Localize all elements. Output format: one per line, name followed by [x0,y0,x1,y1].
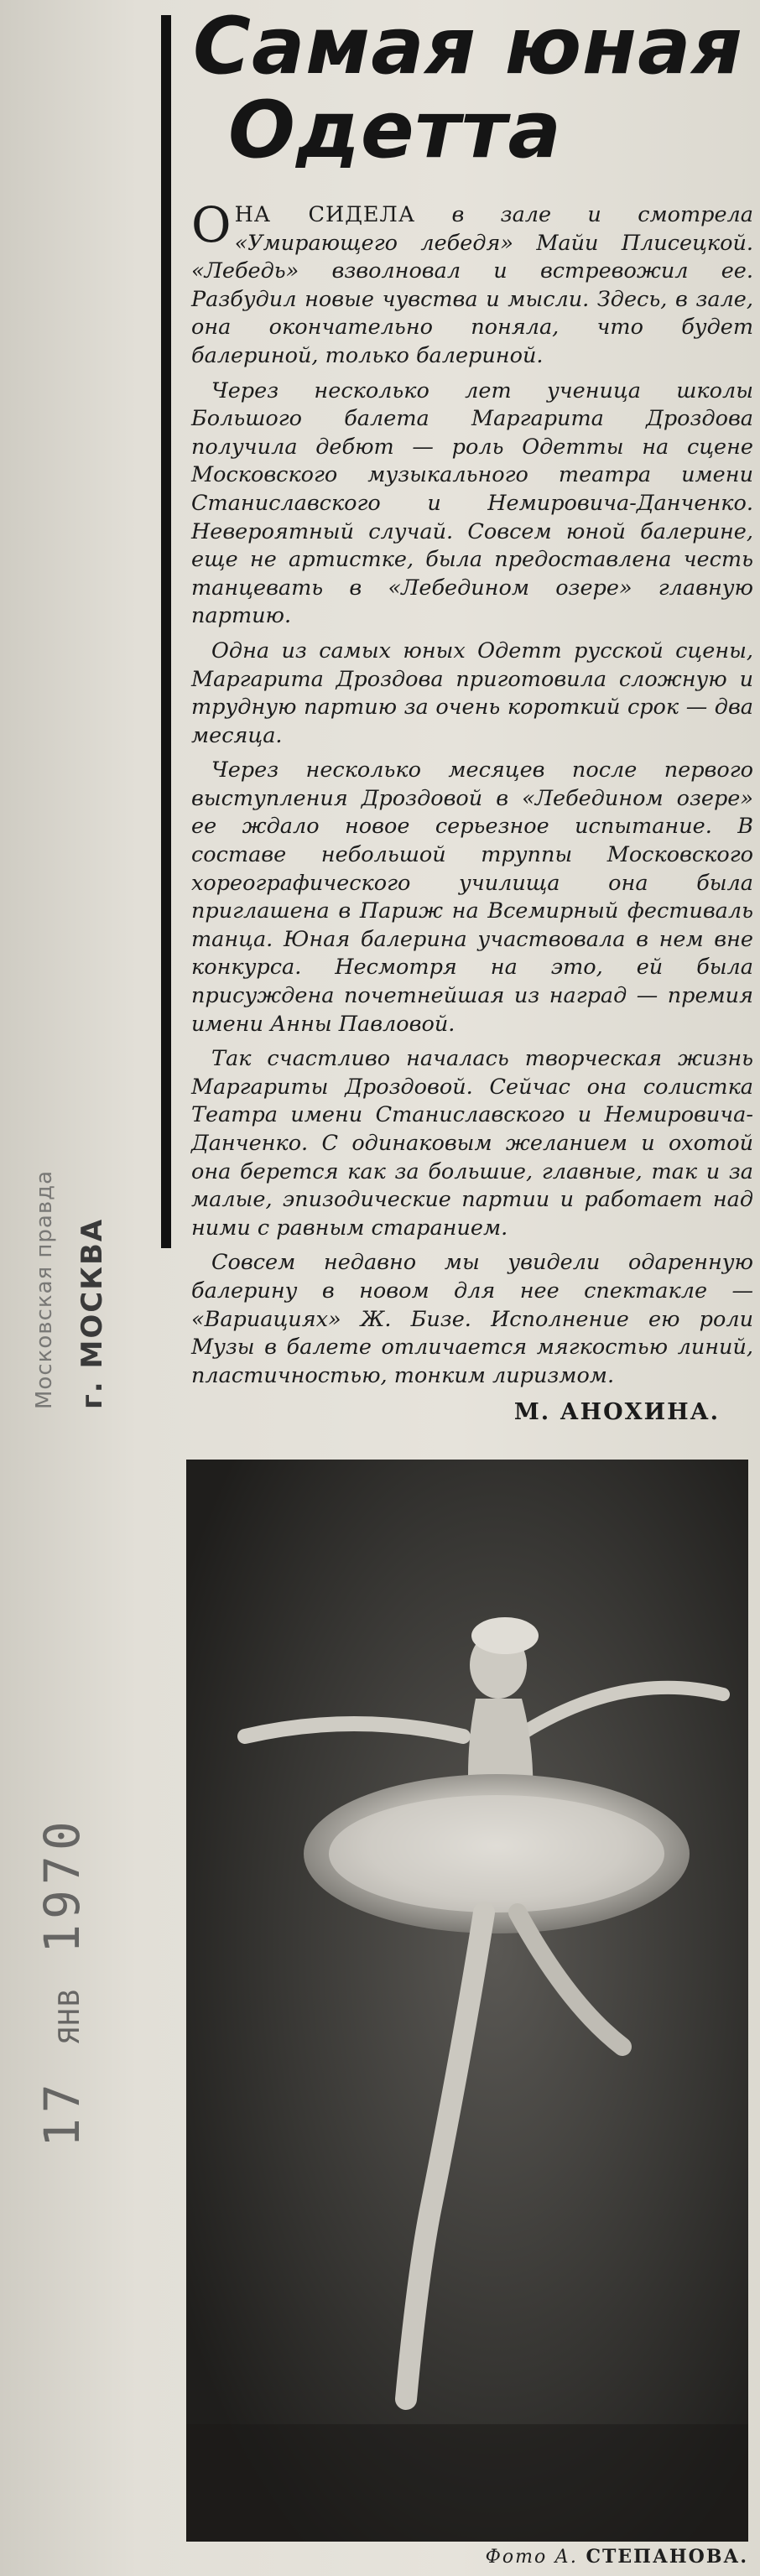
paragraph-2: Через несколько лет ученица школы Большого балета Маргарита Дроздова получила дебют — роль Одетты на сцене Московского музыкального театра имени Станиславского и Немировича-Данченко. Невероятный случай. Совсем юной балерине, еще не артистке, была предоставлена честь танцевать в «Лебедином озере» главную партию. [191,377,753,629]
column-rule [161,15,171,1248]
date-year: 1970 [34,1816,91,1954]
headline-line2: Одетта [228,85,562,176]
archive-stamp [17,1158,117,1426]
paragraph-3: Одна из самых юных Одетт русской сцены, Маргарита Дроздова приготовила сложную и трудную партию за очень короткий срок — два месяца. [191,637,753,748]
date-stamp [34,1816,91,2147]
drop-cap: О [191,196,232,253]
date-month: ЯНВ [53,1987,86,2045]
article [183,1,757,1427]
stamp-source: Московская правда [32,1169,57,1409]
date-day: 17 [34,2079,91,2147]
caption-photographer: СТЕПАНОВА. [586,2546,748,2568]
paragraph-6: Совсем недавно мы увидели одаренную балерину в новом для нее спектакле — «Вариациях» Ж. Бизе. Исполнение ею роли Музы в балете отличается мягкостью линий, пластичностью, тонким лиризмом. [191,1250,753,1388]
caption-prefix: Фото А. [485,2547,578,2568]
photo-caption [186,2546,748,2568]
lead-in: НА СИДЕЛА [234,202,416,227]
paragraph-1 [191,196,754,371]
author-signature: М. АНОХИНА. [513,1399,720,1426]
headline-line1: Самая юная [193,1,743,92]
paragraph-1-text: в зале и смотрела «Умирающего лебедя» Майи Плисецкой. «Лебедь» взволновал и встревожил ее. Разбудил новые чувства и мысли. Здесь, в зале, она окончательно поняла, что будет балериной, только балериной. [191,202,754,368]
article-body [183,196,757,1427]
ballerina-illustration [186,1460,748,2542]
paragraph-5: Так счастливо началась творческая жизнь Маргариты Дроздовой. Сейчас она солистка Театра имени Станиславского и Немировича-Данченко. С одинаковым желанием и охотой она берется как за большие, главные, так и за малые, эпизодические партии и работает над ними с равным старанием. [191,1046,753,1241]
paragraph-4: Через несколько месяцев после первого выступления Дроздовой в «Лебедином озере» ее ждало новое серьезное испытание. В составе небольшой труппы Московского хореографического училища она была приглашена в Париж на Всемирный фестиваль танца. Юная балерина участвовала в нем вне конкурса. Несмотря на это, ей была присуждена почетнейшая из наград — премия имени Анны Павловой. [191,757,753,1037]
headline [183,1,757,176]
stamp-city: г. МОСКВА [75,1217,109,1409]
ballerina-photo [186,1460,748,2542]
